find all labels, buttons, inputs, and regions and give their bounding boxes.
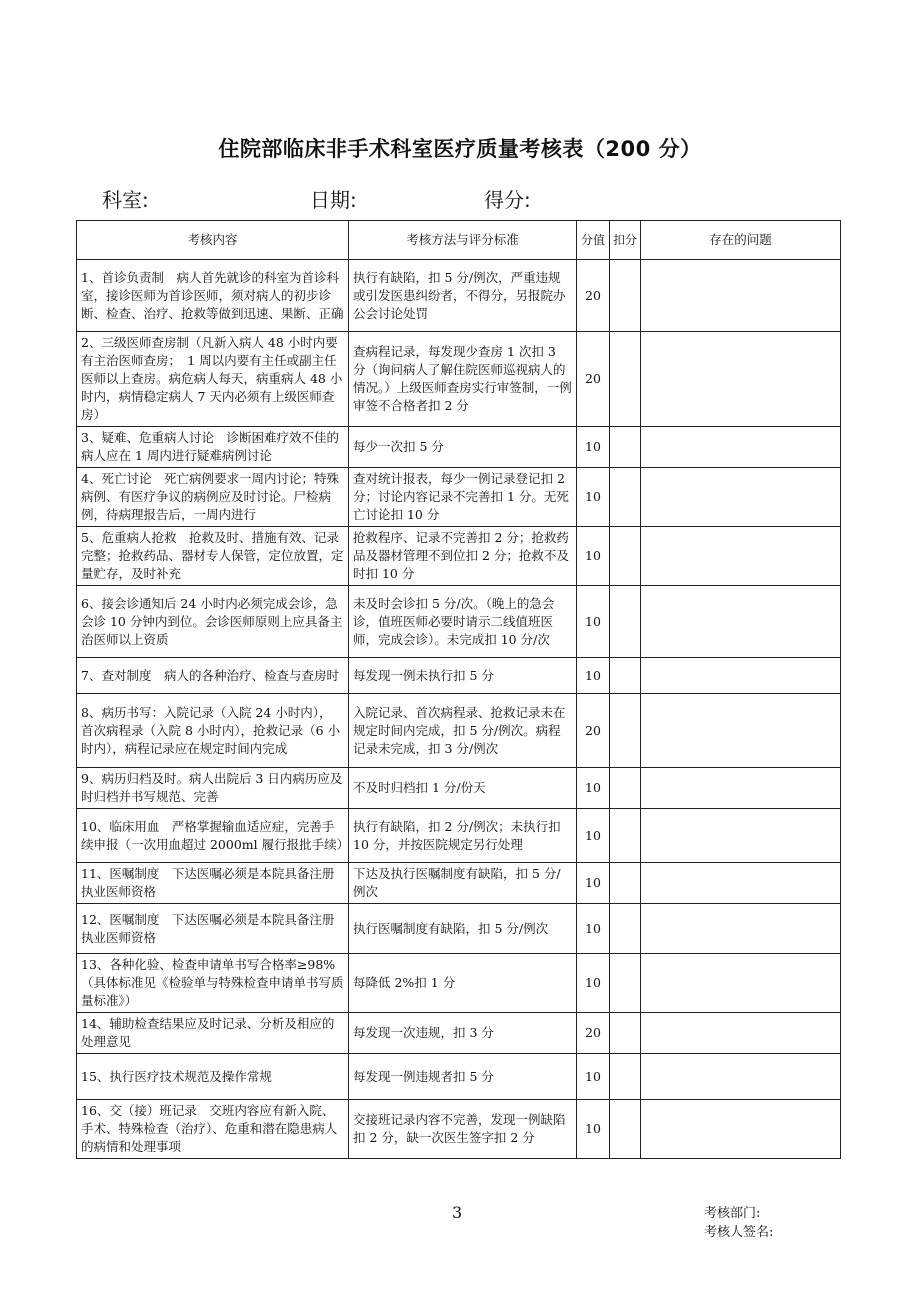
footer-signer-label: 考核人签名: — [704, 1225, 774, 1240]
deduction-cell — [610, 1100, 641, 1159]
deduction-cell — [610, 863, 641, 904]
table-row — [77, 863, 841, 904]
criteria-cell: 3、疑难、危重病人讨论 诊断困难疗效不佳的病人应在 1 周内进行疑难病例讨论 — [77, 427, 349, 468]
issues-cell — [641, 809, 841, 863]
table-row — [77, 768, 841, 809]
criteria-cell: 14、辅助检查结果应及时记录、分析及相应的处理意见 — [77, 1013, 349, 1054]
score-value-cell: 10 — [577, 904, 610, 954]
scoring-method-cell: 未及时会诊扣 5 分/次。（晚上的急会诊，值班医师必要时请示二线值班医师，完成会诊）。未完成扣 10 分/次 — [349, 586, 577, 658]
date-label: 日期: — [310, 188, 357, 212]
score-value-cell: 10 — [577, 658, 610, 694]
issues-cell — [641, 1054, 841, 1100]
scoring-method-cell: 执行医嘱制度有缺陷，扣 5 分/例次 — [349, 904, 577, 954]
criteria-cell: 7、查对制度 病人的各种治疗、检查与查房时 — [77, 658, 349, 694]
issues-cell — [641, 1100, 841, 1159]
scoring-method-cell: 每发现一例未执行扣 5 分 — [349, 658, 577, 694]
deduction-cell — [610, 1013, 641, 1054]
score-value-cell: 10 — [577, 527, 610, 586]
table-row — [77, 694, 841, 768]
deduction-cell — [610, 1054, 641, 1100]
scoring-method-cell: 每少一次扣 5 分 — [349, 427, 577, 468]
criteria-cell: 13、各种化验、检查申请单书写合格率≥98%（具体标准见《检验单与特殊检查申请单书写质量标准》） — [77, 954, 349, 1013]
scoring-method-cell: 查病程记录，每发现少查房 1 次扣 3 分（询问病人了解住院医师巡视病人的情况。）上级医师查房实行审签制，一例审签不合格者扣 2 分 — [349, 332, 577, 427]
scoring-method-cell: 查对统计报表，每少一例记录登记扣 2 分；讨论内容记录不完善扣 1 分。无死亡讨论扣 10 分 — [349, 468, 577, 527]
scoring-method-cell: 不及时归档扣 1 分/份天 — [349, 768, 577, 809]
scoring-method-cell: 每发现一次违规，扣 3 分 — [349, 1013, 577, 1054]
deduction-cell — [610, 427, 641, 468]
issues-cell — [641, 1013, 841, 1054]
criteria-cell: 16、交（接）班记录 交班内容应有新入院、手术、特殊检查（治疗）、危重和潜在隐患病人的病情和处理事项 — [77, 1100, 349, 1159]
assessment-table — [76, 220, 841, 1159]
criteria-cell: 11、医嘱制度 下达医嘱必须是本院具备注册执业医师资格 — [77, 863, 349, 904]
deduction-cell — [610, 586, 641, 658]
scoring-method-cell: 每发现一例违规者扣 5 分 — [349, 1054, 577, 1100]
table-row — [77, 586, 841, 658]
score-value-cell: 10 — [577, 586, 610, 658]
deduction-cell — [610, 658, 641, 694]
footer-dept-label: 考核部门: — [704, 1206, 761, 1221]
criteria-cell: 5、危重病人抢救 抢救及时、措施有效、记录完整；抢救药品、器材专人保管，定位放置，定量贮存，及时补充 — [77, 527, 349, 586]
deduction-cell — [610, 694, 641, 768]
dept-label: 科室: — [102, 188, 149, 212]
criteria-cell: 2、三级医师查房制（凡新入病人 48 小时内要有主治医师查房； 1 周以内要有主任或副主任医师以上查房。病危病人每天，病重病人 48 小时内，病情稳定病人 7 天内必须有上级医师查房） — [77, 332, 349, 427]
deduction-cell — [610, 954, 641, 1013]
scoring-method-cell: 下达及执行医嘱制度有缺陷，扣 5 分/例次 — [349, 863, 577, 904]
table-row — [77, 332, 841, 427]
scoring-method-cell: 抢救程序、记录不完善扣 2 分；抢救药品及器材管理不到位扣 2 分；抢救不及时扣 10 分 — [349, 527, 577, 586]
header-row — [77, 221, 841, 260]
table-row — [77, 904, 841, 954]
table-row — [77, 427, 841, 468]
criteria-cell: 8、病历书写：入院记录（入院 24 小时内），首次病程录（入院 8 小时内），抢救记录（6 小时内），病程记录应在规定时间内完成 — [77, 694, 349, 768]
criteria-cell: 1、首诊负责制 病人首先就诊的科室为首诊科室，接诊医师为首诊医师，须对病人的初步诊断、检查、治疗、抢救等做到迅速、果断、正确 — [77, 260, 349, 332]
header-deduct: 扣分 — [610, 221, 641, 260]
deduction-cell — [610, 260, 641, 332]
scoring-method-cell: 执行有缺陷，扣 2 分/例次；未执行扣 10 分，并按医院规定另行处理 — [349, 809, 577, 863]
scoring-method-cell: 执行有缺陷，扣 5 分/例次，严重违规或引发医患纠纷者，不得分，另报院办公会讨论处罚 — [349, 260, 577, 332]
criteria-cell: 10、临床用血 严格掌握输血适应症，完善手续申报（一次用血超过 2000ml 履行报批手续） — [77, 809, 349, 863]
issues-cell — [641, 768, 841, 809]
score-value-cell: 10 — [577, 954, 610, 1013]
deduction-cell — [610, 527, 641, 586]
score-value-cell: 10 — [577, 1100, 610, 1159]
deduction-cell — [610, 904, 641, 954]
header-content: 考核内容 — [77, 221, 349, 260]
criteria-cell: 4、死亡讨论 死亡病例要求一周内讨论；特殊病例、有医疗争议的病例应及时讨论。尸检病例，待病理报告后，一周内进行 — [77, 468, 349, 527]
table-row — [77, 527, 841, 586]
score-label: 得分: — [484, 188, 531, 212]
header-method: 考核方法与评分标准 — [349, 221, 577, 260]
table-row — [77, 468, 841, 527]
issues-cell — [641, 954, 841, 1013]
page-number: 3 — [452, 1203, 463, 1222]
score-value-cell: 10 — [577, 809, 610, 863]
table-row — [77, 260, 841, 332]
table-row — [77, 1013, 841, 1054]
issues-cell — [641, 260, 841, 332]
scoring-method-cell: 入院记录、首次病程录、抢救记录未在规定时间内完成，扣 5 分/例次。病程记录未完成，扣 3 分/例次 — [349, 694, 577, 768]
issues-cell — [641, 427, 841, 468]
criteria-cell: 12、医嘱制度 下达医嘱必须是本院具备注册执业医师资格 — [77, 904, 349, 954]
issues-cell — [641, 586, 841, 658]
table-row — [77, 1100, 841, 1159]
table-row — [77, 809, 841, 863]
header-value: 分值 — [577, 221, 610, 260]
deduction-cell — [610, 809, 641, 863]
score-value-cell: 20 — [577, 1013, 610, 1054]
deduction-cell — [610, 768, 641, 809]
score-value-cell: 10 — [577, 863, 610, 904]
score-value-cell: 20 — [577, 260, 610, 332]
table-row — [77, 1054, 841, 1100]
issues-cell — [641, 863, 841, 904]
scoring-method-cell: 每降低 2%扣 1 分 — [349, 954, 577, 1013]
issues-cell — [641, 658, 841, 694]
scoring-method-cell: 交接班记录内容不完善，发现一例缺陷扣 2 分，缺一次医生签字扣 2 分 — [349, 1100, 577, 1159]
header-issues: 存在的问题 — [641, 221, 841, 260]
criteria-cell: 6、接会诊通知后 24 小时内必须完成会诊，急会诊 10 分钟内到位。会诊医师原则上应具备主治医师以上资质 — [77, 586, 349, 658]
criteria-cell: 15、执行医疗技术规范及操作常规 — [77, 1054, 349, 1100]
issues-cell — [641, 694, 841, 768]
score-value-cell: 20 — [577, 332, 610, 427]
deduction-cell — [610, 468, 641, 527]
score-value-cell: 10 — [577, 768, 610, 809]
deduction-cell — [610, 332, 641, 427]
criteria-cell: 9、病历归档及时。病人出院后 3 日内病历应及时归档并书写规范、完善 — [77, 768, 349, 809]
issues-cell — [641, 904, 841, 954]
score-value-cell: 20 — [577, 694, 610, 768]
page-title: 住院部临床非手术科室医疗质量考核表（200 分） — [218, 137, 702, 161]
score-value-cell: 10 — [577, 427, 610, 468]
score-value-cell: 10 — [577, 468, 610, 527]
issues-cell — [641, 527, 841, 586]
issues-cell — [641, 468, 841, 527]
score-value-cell: 10 — [577, 1054, 610, 1100]
table-row — [77, 658, 841, 694]
issues-cell — [641, 332, 841, 427]
table-row — [77, 954, 841, 1013]
